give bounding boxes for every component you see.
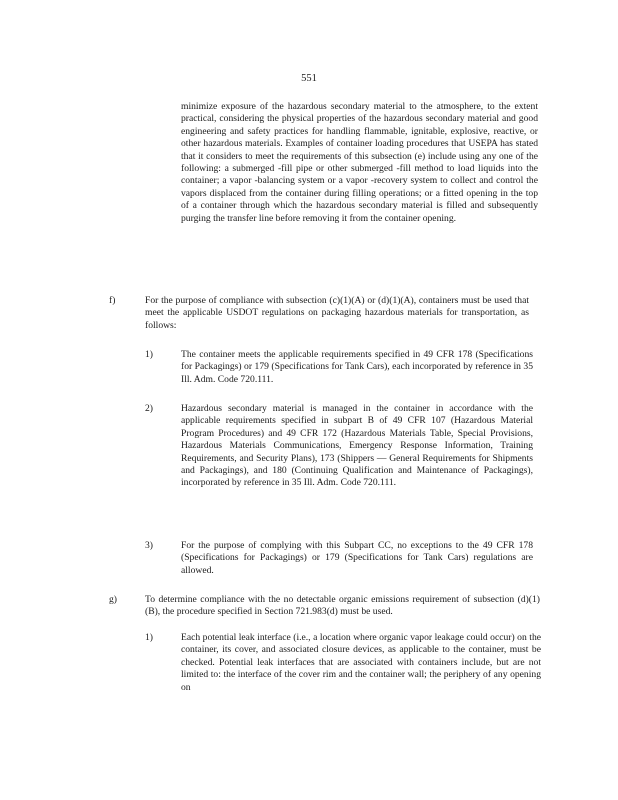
section-f-item-3-marker: 3) [145,540,153,551]
section-f-text: For the purpose of compliance with subsection (c)(1)(A) or (d)(1)(A), containers must be used that meet the applicable USDOT regulations on packaging hazardous materials for transportation, as follows: [145,295,529,331]
section-f-item-2-marker: 2) [145,403,153,414]
section-g-item-1-text: Each potential leak interface (i.e., a location where organic vapor leakage could occur) on the container, its cover, and associated closure devices, as applicable to the container, must be checked. Potential leak interfaces that are associated with containers include, but are not limited to: the interface of the cover rim and the container wall; the periphery of any opening on [181,632,541,693]
section-f-item-1-text: The container meets the applicable requirements specified in 49 CFR 178 (Specifications for Packagings) or 179 (Specifications for Tank Cars), each incorporated by reference in 35 Ill. Adm. Code 720.111. [181,349,533,385]
section-g-item-1-marker: 1) [145,632,153,643]
section-f-marker: f) [109,295,116,306]
section-g-text: To determine compliance with the no detectable organic emissions requirement of subsection (d)(1)(B), the procedure specified in Section 721.983(d) must be used. [145,594,540,618]
section-f-item-3-text: For the purpose of complying with this Subpart CC, no exceptions to the 49 CFR 178 (Specifications for Packagings) or 179 (Specifications for Tank Cars) regulations are allowed. [181,540,533,576]
intro-paragraph: minimize exposure of the hazardous secondary material to the atmosphere, to the extent practical, considering the physical properties of the hazardous secondary material and good engineering and safety practices for handling flammable, ignitable, explosive, reactive, or other hazardous materials. Examples of container loading procedures that USEPA has stated that it considers to meet the requirements of this subsection (e) include using any one of the following: a submerged -fill pipe or other submerged -fill method to load liquids into the container; a vapor -balancing system or a vapor -recovery system to collect and control the vapors displaced from the container during filling operations; or a fitted opening in the top of a container through which the hazardous secondary material is filled and subsequently purging the transfer line before removing it from the container opening. [181,101,538,224]
section-f-item-1-marker: 1) [145,349,153,360]
section-g-marker: g) [109,594,117,605]
page-number: 551 [301,73,317,84]
section-f-item-2-text: Hazardous secondary material is managed in the container in accordance with the applicable requirements specified in subpart B of 49 CFR 107 (Hazardous Material Program Procedures) and 49 CFR 172 (Hazardous Materials Table, Special Provisions, Hazardous Materials Communications, Emergency Response Information, Training Requirements, and Security Plans), 173 (Shippers — General Requirements for Shipments and Packagings), and 180 (Continuing Qualification and Maintenance of Packagings), incorporated by reference in 35 Ill. Adm. Code 720.111. [181,403,533,489]
